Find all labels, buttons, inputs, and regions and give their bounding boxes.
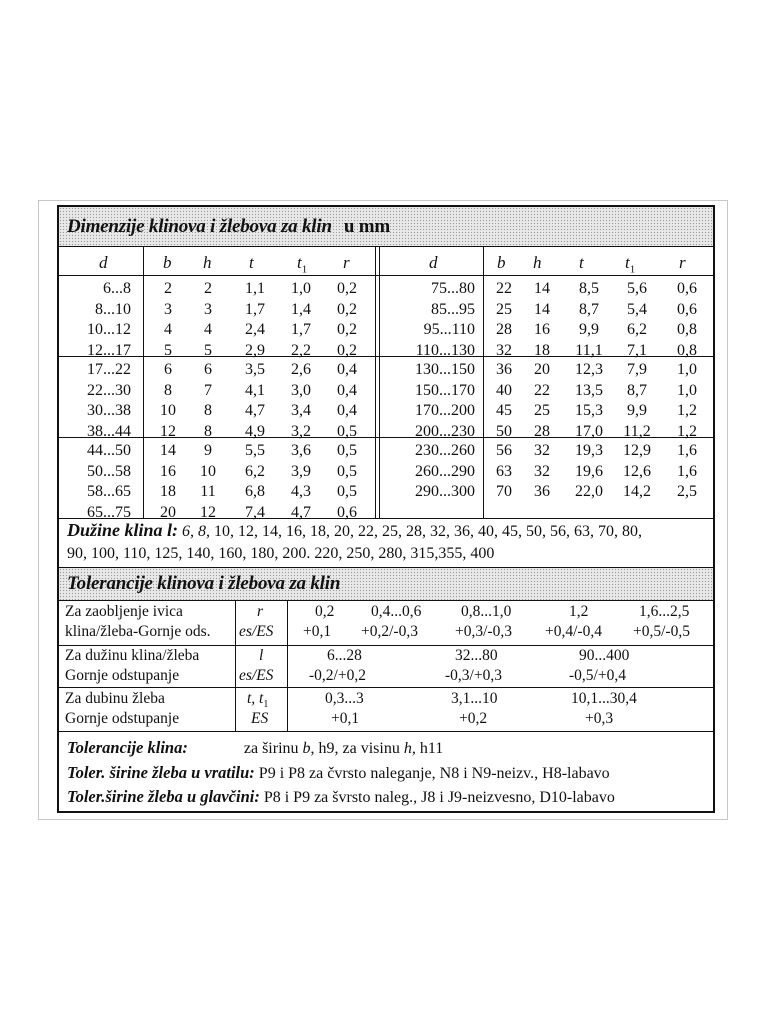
cell: 8 xyxy=(204,422,212,440)
lengths-label: Dužine klina l: xyxy=(67,520,179,540)
col-h xyxy=(527,279,557,361)
col-h xyxy=(193,279,223,361)
sym-text: t, t xyxy=(247,690,264,707)
col-r xyxy=(329,441,365,523)
note-key-tolerance xyxy=(67,738,443,758)
note-label: Toler. širine žleba u vratilu: xyxy=(67,763,255,782)
cell: 65...75 xyxy=(87,503,131,521)
col-r xyxy=(329,360,365,442)
cell: 8...10 xyxy=(95,300,131,318)
cell: 130...150 xyxy=(415,361,475,378)
tol-vrule-1 xyxy=(235,601,236,731)
cell: 6 xyxy=(204,361,212,378)
cell: 0,6 xyxy=(677,280,697,297)
tol-row1-label2: klina/žleba-Gornje ods. xyxy=(65,623,211,640)
cell: 6,2 xyxy=(627,321,647,338)
cell: 8,7 xyxy=(627,381,647,399)
cell: 22 xyxy=(496,280,512,297)
vrule-middle xyxy=(375,247,376,519)
cell: 56 xyxy=(496,442,512,459)
header-t-right: t xyxy=(579,253,584,272)
header-r-left: r xyxy=(343,253,350,272)
col-t xyxy=(569,279,609,361)
cell: 11,1 xyxy=(575,341,603,359)
cell: 14,2 xyxy=(623,483,651,500)
cell: 1,2 xyxy=(677,422,697,440)
col-b xyxy=(489,360,519,442)
vrule-right-d xyxy=(483,247,484,519)
header-d-right: d xyxy=(429,253,438,272)
cell: 1,7 xyxy=(291,321,311,338)
tol-row3-label2: Gornje odstupanje xyxy=(65,710,180,727)
cell: 4 xyxy=(164,321,172,338)
cell: 18 xyxy=(160,483,176,500)
tol-row3-dev2: +0,2 xyxy=(459,710,488,727)
note-var-b: b xyxy=(302,740,311,757)
cell: 22,0 xyxy=(575,483,603,500)
cell: 19,6 xyxy=(575,462,603,480)
cell: 2,9 xyxy=(245,341,265,359)
vrule-middle-2 xyxy=(379,247,380,519)
t1-letter: t xyxy=(297,253,302,272)
cell: 7,9 xyxy=(627,361,647,378)
cell: 2,6 xyxy=(291,361,311,378)
tol-row3-dev1: +0,1 xyxy=(331,710,360,727)
note-text-pre: za širinu xyxy=(243,740,303,757)
cell: 1,0 xyxy=(677,381,697,399)
cell: 9,9 xyxy=(627,402,647,419)
cell: 85...95 xyxy=(431,300,475,318)
cell: 10 xyxy=(200,462,216,480)
cell: 110...130 xyxy=(415,341,475,359)
col-r xyxy=(329,279,365,361)
col-r xyxy=(667,360,707,442)
cell: 0,4 xyxy=(337,361,357,378)
cell: 1,4 xyxy=(291,300,311,318)
cell: 3,2 xyxy=(291,422,311,440)
cell: 2 xyxy=(164,280,172,297)
tol-row1-val3: 0,8...1,0 xyxy=(461,603,512,620)
cell: 10 xyxy=(160,402,176,419)
col-t1 xyxy=(617,441,657,503)
col-d xyxy=(383,360,475,442)
cell: 8,5 xyxy=(579,280,599,297)
col-h xyxy=(527,360,557,442)
cell: 16 xyxy=(160,462,176,480)
header-b-left: b xyxy=(163,253,172,272)
col-t1 xyxy=(617,279,657,361)
col-h xyxy=(193,360,223,442)
cell: 260...290 xyxy=(415,462,475,480)
cell: 63 xyxy=(496,462,512,480)
cell: 170...200 xyxy=(415,402,475,419)
tol-row1-dev4: +0,4/-0,4 xyxy=(545,623,602,640)
cell: 5 xyxy=(204,341,212,359)
cell: 20 xyxy=(160,503,176,521)
col-d xyxy=(383,279,475,361)
cell: 1,7 xyxy=(245,300,265,318)
header-b-right: b xyxy=(497,253,506,272)
cell: 3 xyxy=(204,300,212,318)
cell: 3,6 xyxy=(291,442,311,459)
cell: 44...50 xyxy=(87,442,131,459)
cell: 70 xyxy=(496,483,512,500)
cell: 0,8 xyxy=(677,321,697,338)
cell: 2 xyxy=(204,280,212,297)
cell: 11 xyxy=(200,483,216,500)
tol-vrule-2 xyxy=(287,601,288,731)
cell: 3,9 xyxy=(291,462,311,480)
tol-row3-dev3: +0,3 xyxy=(585,710,614,727)
cell: 8 xyxy=(204,402,212,419)
cell: 8,7 xyxy=(579,300,599,318)
cell: 5,5 xyxy=(245,442,265,459)
note-label: Tolerancije klina: xyxy=(67,738,188,757)
cell: 13,5 xyxy=(575,381,603,399)
col-d xyxy=(383,441,475,503)
cell: 3 xyxy=(164,300,172,318)
cell: 7 xyxy=(204,381,212,399)
col-d xyxy=(59,441,131,523)
cell: 4,3 xyxy=(291,483,311,500)
cell: 6,2 xyxy=(245,462,265,480)
cell: 95...110 xyxy=(423,321,475,338)
cell: 0,2 xyxy=(337,280,357,297)
cell: 11,2 xyxy=(623,422,651,440)
note-var-h: h xyxy=(403,740,412,757)
tol-row1-label1: Za zaobljenje ivica xyxy=(65,603,183,620)
tol-row1-val5: 1,6...2,5 xyxy=(639,603,690,620)
note-label: Toler.širine žleba u glavčini: xyxy=(67,787,260,806)
cell: 0,4 xyxy=(337,402,357,419)
cell: 3,0 xyxy=(291,381,311,399)
cell: 17,0 xyxy=(575,422,603,440)
tol-row3-sym2: ES xyxy=(251,710,269,727)
cell: 36 xyxy=(496,361,512,378)
cell: 32 xyxy=(496,341,512,359)
lengths-values-line2: 90, 100, 110, 125, 140, 160, 180, 200. 220, 250, 280, 315,355, 400 xyxy=(67,545,495,562)
cell: 18 xyxy=(534,341,550,359)
cell: 4,9 xyxy=(245,422,265,440)
cell: 12...17 xyxy=(87,341,131,359)
t1-subscript: 1 xyxy=(629,263,636,276)
cell: 40 xyxy=(496,381,512,399)
cell: 25 xyxy=(496,300,512,318)
col-t1 xyxy=(283,441,319,523)
cell: 1,1 xyxy=(245,280,265,297)
col-t xyxy=(237,441,273,523)
cell: 15,3 xyxy=(575,402,603,419)
cell: 22 xyxy=(534,381,550,399)
cell: 22...30 xyxy=(87,381,131,399)
t1-subscript: 1 xyxy=(301,263,308,276)
cell: 4 xyxy=(204,321,212,338)
tol-row3-val1: 0,3...3 xyxy=(325,690,364,707)
col-b xyxy=(489,441,519,503)
cell: 3,4 xyxy=(291,402,311,419)
cell: 38...44 xyxy=(87,422,131,440)
tol-row1-val4: 1,2 xyxy=(569,603,589,620)
cell: 5 xyxy=(164,341,172,359)
header-h-left: h xyxy=(203,253,212,272)
tol-row2-dev2: -0,3/+0,3 xyxy=(445,667,502,684)
col-b xyxy=(153,279,183,361)
col-t1 xyxy=(617,360,657,442)
cell: 14 xyxy=(160,442,176,459)
cell: 36 xyxy=(534,483,550,500)
cell: 1,6 xyxy=(677,442,697,459)
cell: 7,1 xyxy=(627,341,647,359)
cell: 2,5 xyxy=(677,483,697,500)
note-hub-groove xyxy=(67,787,615,807)
tol-row3-val3: 10,1...30,4 xyxy=(571,690,637,707)
tol-row2-val3: 90...400 xyxy=(579,647,630,664)
tol-row1-dev2: +0,2/-0,3 xyxy=(361,623,418,640)
cell: 12 xyxy=(160,422,176,440)
tol-rule-3 xyxy=(59,731,713,732)
tol-row3-sym1 xyxy=(247,690,268,710)
cell: 0,4 xyxy=(337,381,357,399)
tolerance-title-bar xyxy=(59,567,713,601)
cell: 45 xyxy=(496,402,512,419)
cell: 6...8 xyxy=(103,280,131,297)
cell: 25 xyxy=(534,402,550,419)
cell: 0,2 xyxy=(337,321,357,338)
tol-row1-dev5: +0,5/-0,5 xyxy=(633,623,690,640)
tol-row1-val2: 0,4...0,6 xyxy=(371,603,422,620)
header-h-right: h xyxy=(533,253,542,272)
col-h xyxy=(527,441,557,503)
cell: 150...170 xyxy=(415,381,475,399)
cell: 14 xyxy=(534,300,550,318)
cell: 12,6 xyxy=(623,462,651,480)
cell: 0,2 xyxy=(337,341,357,359)
cell: 19,3 xyxy=(575,442,603,459)
tolerance-title: Tolerancije klinova i žlebova za klin xyxy=(67,573,341,594)
tol-row1-dev1: +0,1 xyxy=(303,623,332,640)
cell: 1,0 xyxy=(677,361,697,378)
cell: 14 xyxy=(534,280,550,297)
cell: 0,5 xyxy=(337,462,357,480)
cell: 5,4 xyxy=(627,300,647,318)
unit-label: u mm xyxy=(343,216,390,237)
cell: 32 xyxy=(534,442,550,459)
cell: 10...12 xyxy=(87,321,131,338)
key-dimensions-table xyxy=(57,205,715,813)
cell: 6,8 xyxy=(245,483,265,500)
cell: 8 xyxy=(164,381,172,399)
cell: 4,7 xyxy=(245,402,265,419)
col-d xyxy=(59,279,131,361)
tol-row2-sym2: es/ES xyxy=(239,667,274,684)
vrule-left-d xyxy=(143,247,144,519)
cell: 290...300 xyxy=(415,483,475,500)
key-lengths xyxy=(67,519,707,565)
cell: 17...22 xyxy=(87,361,131,378)
header-t-left: t xyxy=(249,253,254,272)
col-b xyxy=(489,279,519,361)
cell: 16 xyxy=(534,321,550,338)
header-r-right: r xyxy=(679,253,686,272)
header-t1-right xyxy=(625,253,635,275)
tol-row1-sym1: r xyxy=(257,603,264,620)
cell: 20 xyxy=(534,361,550,378)
cell: 0,5 xyxy=(337,422,357,440)
cell: 28 xyxy=(534,422,550,440)
table-title xyxy=(67,216,390,238)
cell: 50...58 xyxy=(87,462,131,480)
cell: 75...80 xyxy=(431,280,475,297)
col-h xyxy=(193,441,223,523)
col-t xyxy=(569,441,609,503)
tol-row3-label1: Za dubinu žleba xyxy=(65,690,165,707)
col-t1 xyxy=(283,279,319,361)
tol-row2-label1: Za dužinu klina/žleba xyxy=(65,647,200,664)
tol-row2-dev1: -0,2/+0,2 xyxy=(309,667,366,684)
cell: 9,9 xyxy=(579,321,599,338)
cell: 9 xyxy=(204,442,212,459)
cell: 6 xyxy=(164,361,172,378)
cell: 1,0 xyxy=(291,280,311,297)
tol-row2-label2: Gornje odstupanje xyxy=(65,667,180,684)
note-text: P9 i P8 za čvrsto naleganje, N8 i N9-neizv., H8-labavo xyxy=(254,765,610,782)
note-text-mid: , h9, za visinu xyxy=(310,740,404,757)
tol-row1-dev3: +0,3/-0,3 xyxy=(455,623,512,640)
cell: 4,7 xyxy=(291,503,311,521)
cell: 28 xyxy=(496,321,512,338)
cell: 0,6 xyxy=(337,503,357,521)
cell: 12,9 xyxy=(623,442,651,459)
note-shaft-groove xyxy=(67,763,610,783)
tol-row1-val1: 0,2 xyxy=(315,603,335,620)
header-rule xyxy=(59,275,713,276)
header-d-left: d xyxy=(99,253,108,272)
col-b xyxy=(153,441,183,523)
cell: 0,6 xyxy=(677,300,697,318)
cell: 0,2 xyxy=(337,300,357,318)
cell: 12,3 xyxy=(575,361,603,378)
cell: 0,5 xyxy=(337,442,357,459)
cell: 1,2 xyxy=(677,402,697,419)
note-text: P8 i P9 za švrsto naleg., J8 i J9-neizvesno, D10-labavo xyxy=(259,789,615,806)
tol-row3-val2: 3,1...10 xyxy=(451,690,498,707)
cell: 50 xyxy=(496,422,512,440)
cell: 0,5 xyxy=(337,483,357,500)
cell: 58...65 xyxy=(87,483,131,500)
cell: 7,4 xyxy=(245,503,265,521)
cell: 1,6 xyxy=(677,462,697,480)
tol-row2-dev3: -0,5/+0,4 xyxy=(569,667,626,684)
sym-subscript: 1 xyxy=(263,699,269,711)
col-t1 xyxy=(283,360,319,442)
cell: 0,8 xyxy=(677,341,697,359)
cell: 3,5 xyxy=(245,361,265,378)
cell: 32 xyxy=(534,462,550,480)
lengths-values-line1: 10, 12, 14, 16, 18, 20, 22, 25, 28, 32, 36, 40, 45, 50, 56, 63, 70, 80, xyxy=(214,523,643,540)
cell: 5,6 xyxy=(627,280,647,297)
lengths-italic-values: 6, 8, xyxy=(182,523,211,540)
cell: 200...230 xyxy=(415,422,475,440)
cell: 230...260 xyxy=(415,442,475,459)
tol-rule-1 xyxy=(59,645,713,646)
cell: 2,2 xyxy=(291,341,311,359)
tol-row2-sym1: l xyxy=(259,647,264,664)
cell: 12 xyxy=(200,503,216,521)
col-t xyxy=(237,360,273,442)
cell: 2,4 xyxy=(245,321,265,338)
title-text: Dimenzije klinova i žlebova za klin xyxy=(67,216,332,237)
tol-row2-val1: 6...28 xyxy=(327,647,362,664)
cell: 30...38 xyxy=(87,402,131,419)
tol-row1-sym2: es/ES xyxy=(239,623,274,640)
cell: 4,1 xyxy=(245,381,265,399)
col-t xyxy=(569,360,609,442)
col-r xyxy=(667,441,707,503)
header-t1-left xyxy=(297,253,307,275)
note-text-post: , h11 xyxy=(411,740,444,757)
tol-row2-val2: 32...80 xyxy=(455,647,498,664)
col-b xyxy=(153,360,183,442)
col-t xyxy=(237,279,273,361)
col-d xyxy=(59,360,131,442)
tol-rule-2 xyxy=(59,687,713,688)
t1-letter: t xyxy=(625,253,630,272)
title-bar xyxy=(59,207,713,247)
col-r xyxy=(667,279,707,361)
